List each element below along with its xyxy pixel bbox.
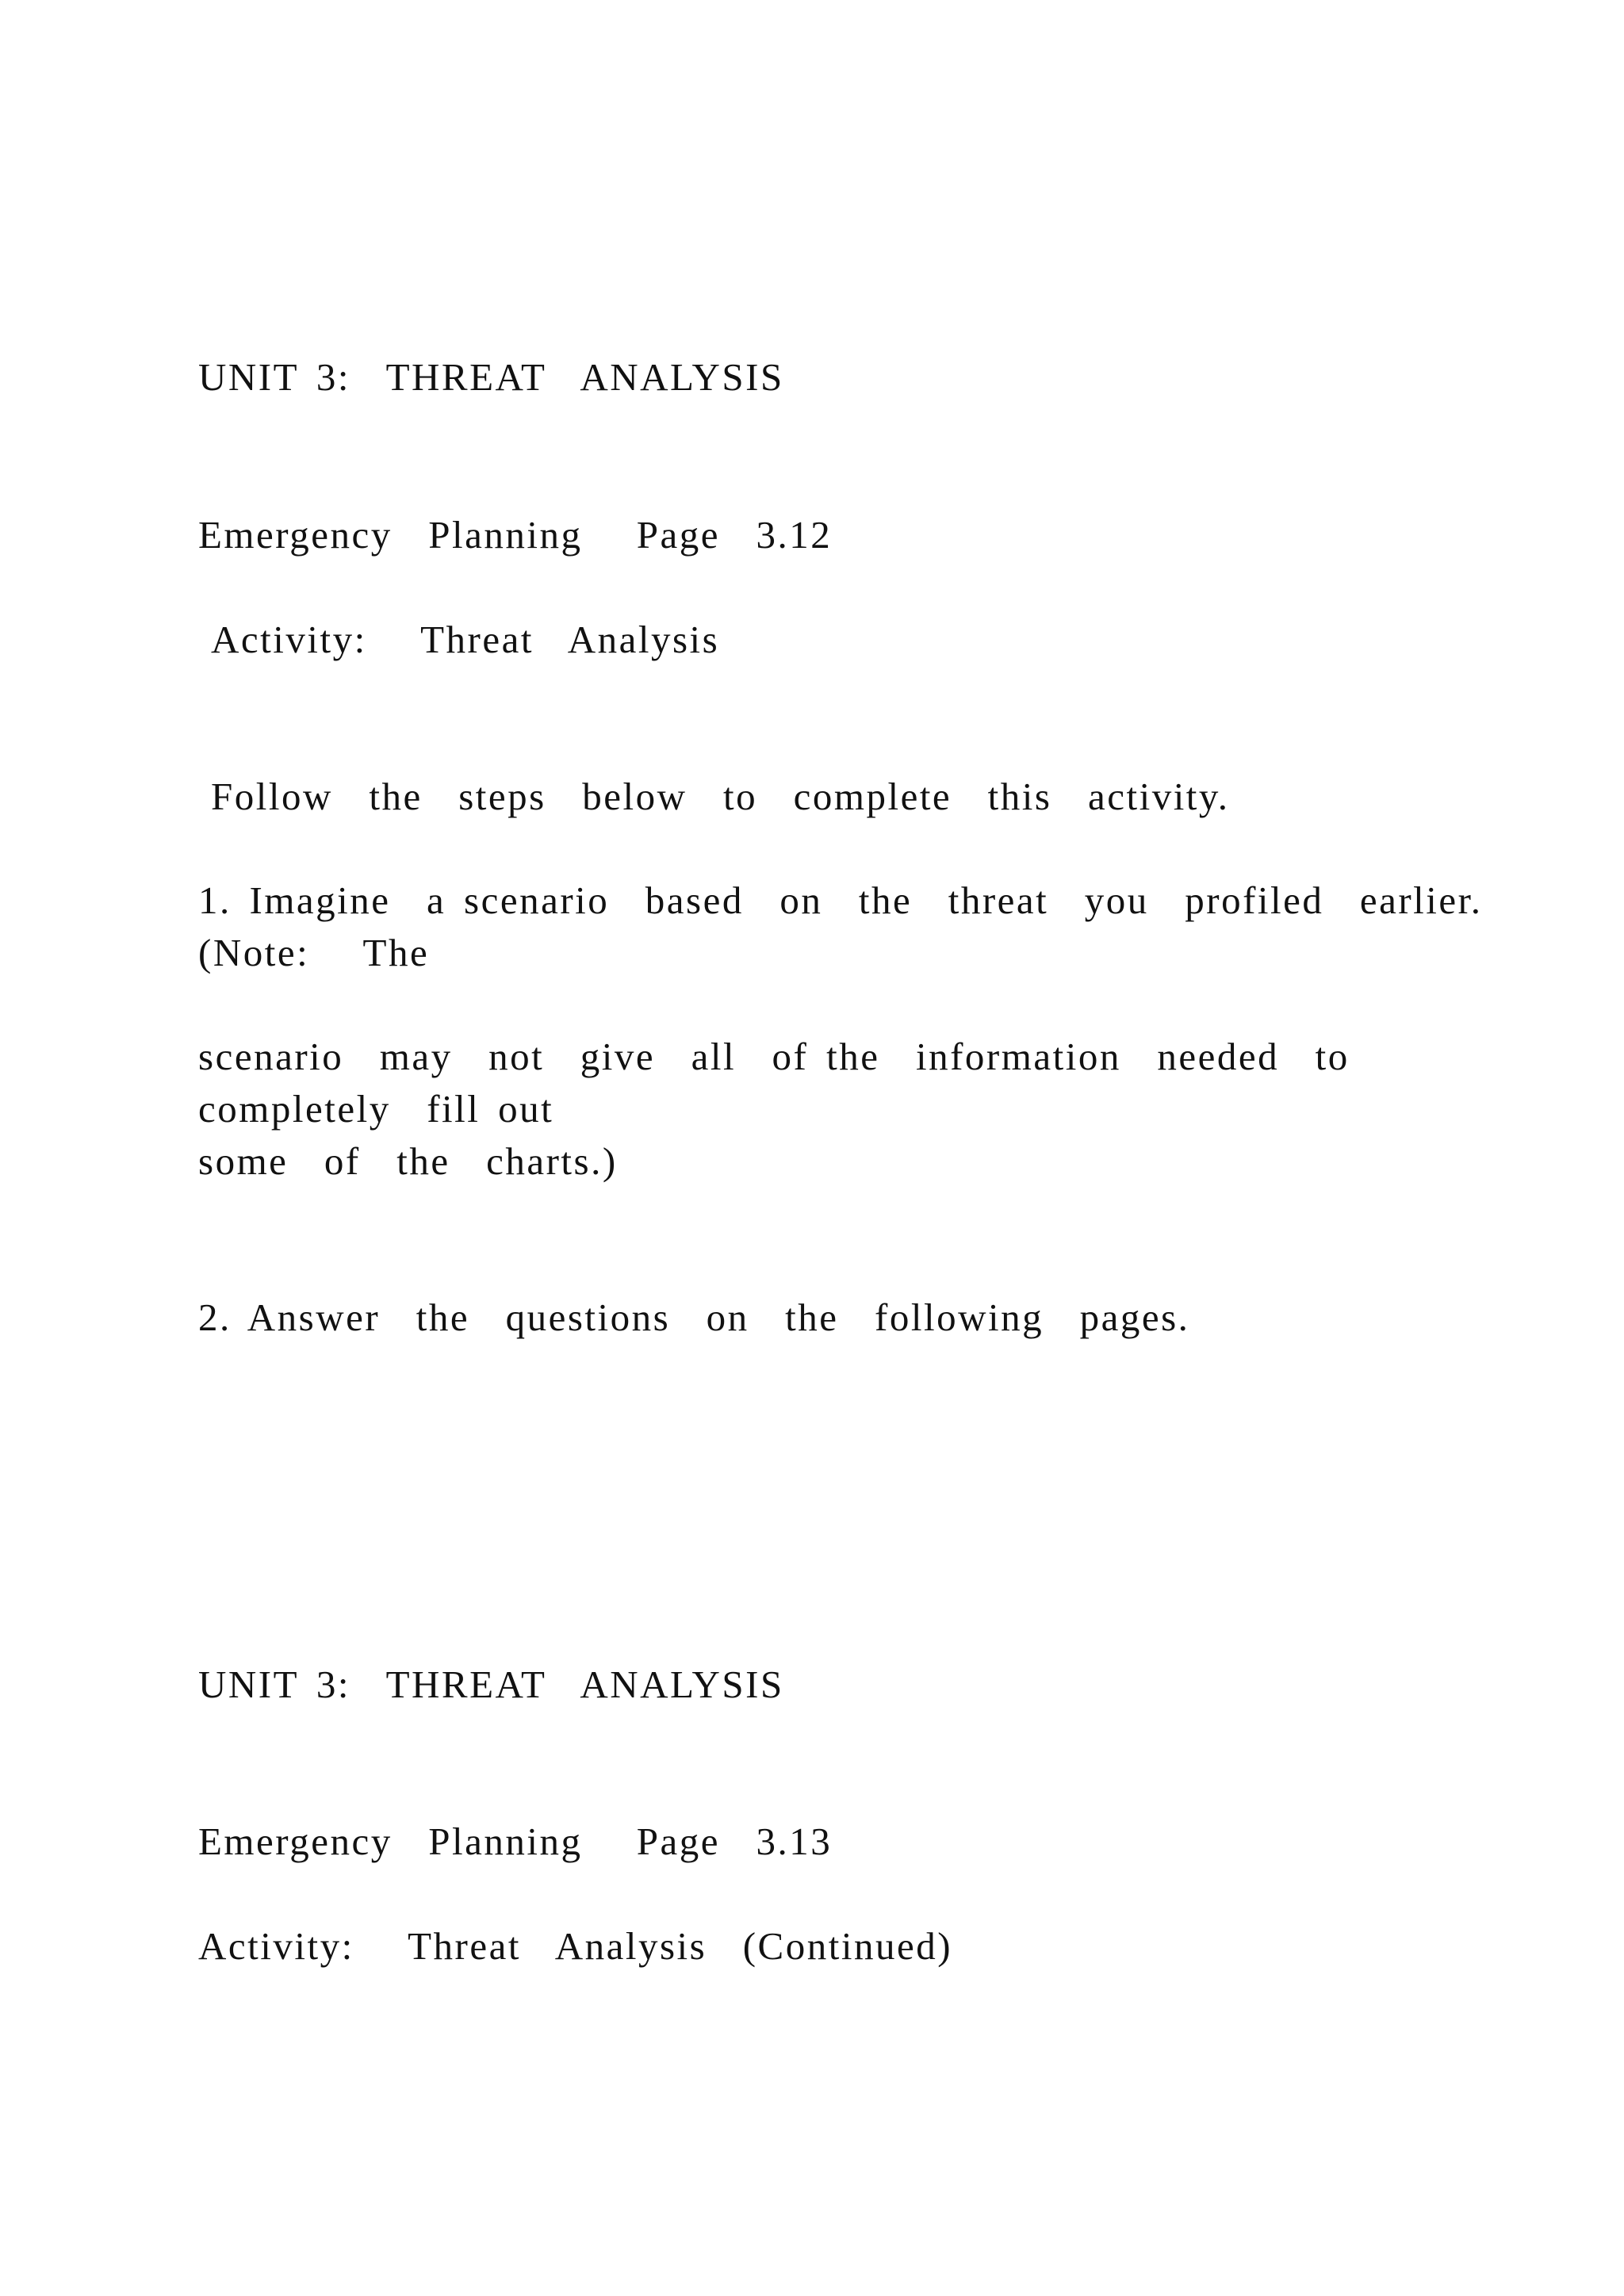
- running-head: Emergency Planning Page 3.12: [198, 513, 833, 557]
- step-2: 2. Answer the questions on the following pages.: [198, 1295, 1190, 1339]
- unit-header-2: UNIT 3: THREAT ANALYSIS: [198, 1663, 784, 1706]
- step-1-line-2: (Note: The: [198, 931, 430, 974]
- activity-title: Activity: Threat Analysis: [211, 618, 720, 661]
- unit-header: UNIT 3: THREAT ANALYSIS: [198, 355, 784, 399]
- step-1-line-5: some of the charts.): [198, 1139, 618, 1183]
- activity-title-2: Activity: Threat Analysis (Continued): [198, 1924, 953, 1968]
- activity-intro: Follow the steps below to complete this activity.: [211, 775, 1230, 818]
- running-head-2: Emergency Planning Page 3.13: [198, 1820, 833, 1863]
- step-1-line-1: 1. Imagine a scenario based on the threat you profiled earlier.: [198, 878, 1483, 922]
- step-1-line-3: scenario may not give all of the information needed to: [198, 1035, 1350, 1078]
- step-1-line-4: completely fill out: [198, 1087, 554, 1131]
